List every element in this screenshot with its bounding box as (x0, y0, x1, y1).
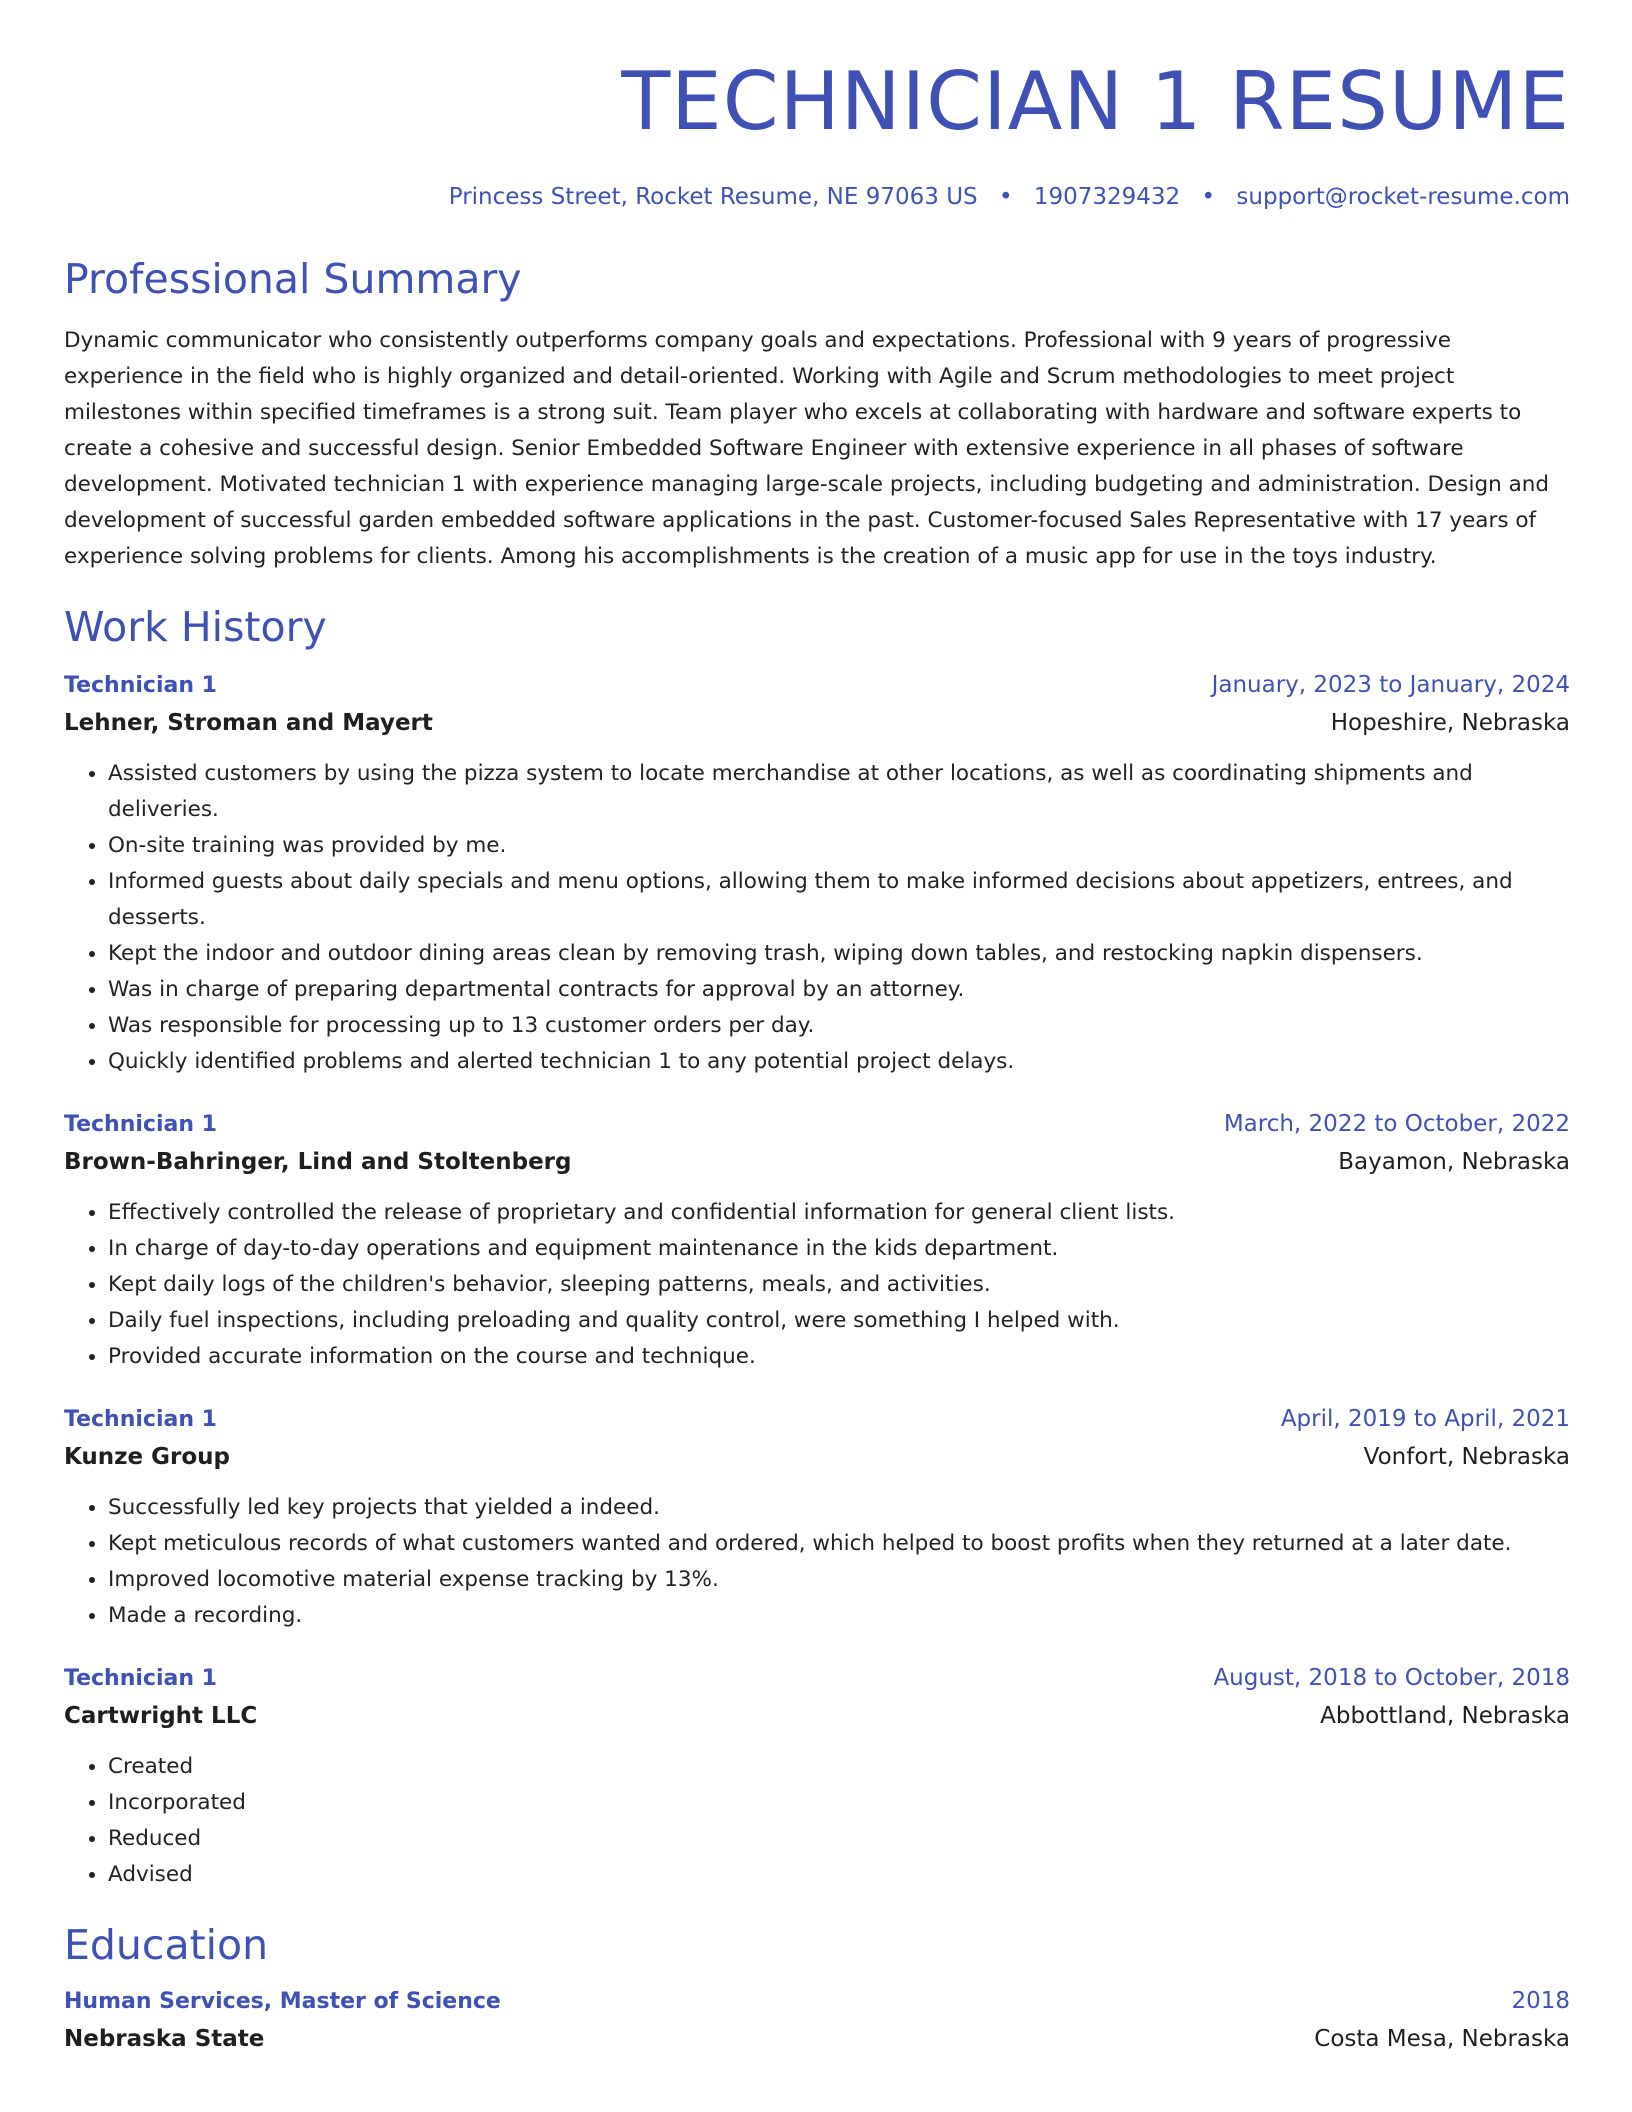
job-location: Hopeshire, Nebraska (1330, 710, 1570, 736)
contact-phone: 1907329432 (1033, 184, 1181, 210)
job-location: Vonfort, Nebraska (1363, 1444, 1570, 1470)
job-bullet: • Made a recording. (108, 1598, 1570, 1634)
job-role: Technician 1 (64, 1666, 217, 1691)
job-company: Cartwright LLC (64, 1703, 258, 1729)
job-bullet: • Incorporated (108, 1785, 1570, 1821)
education-degree: Human Services, Master of Science (64, 1989, 501, 2014)
education-entry (64, 1983, 1570, 2058)
job-company: Brown-Bahringer, Lind and Stoltenberg (64, 1149, 572, 1175)
job-role: Technician 1 (64, 673, 217, 698)
job-entry (64, 667, 1570, 1080)
job-bullets (64, 756, 1570, 1080)
job-bullet: • Created (108, 1749, 1570, 1785)
work-history-heading: Work History (64, 603, 327, 651)
education-year: 2018 (1511, 1988, 1570, 2014)
job-bullet: • Advised (108, 1857, 1570, 1893)
job-bullet: • Reduced (108, 1821, 1570, 1857)
job-bullet: • Quickly identified problems and alerted technician 1 to any potential project delays. (108, 1044, 1570, 1080)
job-bullet: • Kept meticulous records of what customers wanted and ordered, which helped to boost profits when they returned at a later date. (108, 1526, 1570, 1562)
job-role: Technician 1 (64, 1112, 217, 1137)
job-bullet: • Informed guests about daily specials and menu options, allowing them to make informed decisions about appetizers, entrees, and desserts. (108, 864, 1570, 936)
job-location: Bayamon, Nebraska (1338, 1149, 1570, 1175)
job-entry (64, 1106, 1570, 1375)
job-bullet: • Effectively controlled the release of proprietary and confidential information for general client lists. (108, 1195, 1570, 1231)
separator-dot: • (1201, 184, 1216, 210)
summary-text: Dynamic communicator who consistently outperforms company goals and expectations. Professional with 9 years of progressive experience in the field who is highly organized and detail-oriented. Working with Agile and Scrum methodologies to meet project milestones within specified timeframes is a strong suit. Team player who excels at collaborating with hardware and software experts to create a cohesive and successful design. Senior Embedded Software Engineer with extensive experience in all phases of software development. Motivated technician 1 with experience managing large-scale projects, including budgeting and administration. Design and development of successful garden embedded software applications in the past. Customer-focused Sales Representative with 17 years of experience solving problems for clients. Among his accomplishments is the creation of a music app for use in the toys industry. (64, 328, 1550, 569)
job-bullet: • In charge of day-to-day operations and equipment maintenance in the kids department. (108, 1231, 1570, 1267)
job-bullet: • Assisted customers by using the pizza system to locate merchandise at other locations, as well as coordinating shipments and deliveries. (108, 756, 1570, 828)
job-location: Abbottland, Nebraska (1320, 1703, 1570, 1729)
contact-email: support@rocket-resume.com (1236, 184, 1570, 210)
job-bullet: • On-site training was provided by me. (108, 828, 1570, 864)
education-school: Nebraska State (64, 2026, 265, 2052)
resume-title: TECHNICIAN 1 RESUME (621, 55, 1570, 148)
job-bullet: • Was in charge of preparing departmental contracts for approval by an attorney. (108, 972, 1570, 1008)
contact-address: Princess Street, Rocket Resume, NE 97063 US (448, 184, 978, 210)
job-entry (64, 1401, 1570, 1634)
job-dates: January, 2023 to January, 2024 (1211, 672, 1570, 698)
job-company: Kunze Group (64, 1444, 231, 1470)
job-bullet: • Was responsible for processing up to 13 customer orders per day. (108, 1008, 1570, 1044)
job-bullet: • Daily fuel inspections, including preloading and quality control, were something I helped with. (108, 1303, 1570, 1339)
job-dates: August, 2018 to October, 2018 (1213, 1665, 1570, 1691)
job-dates: April, 2019 to April, 2021 (1280, 1406, 1570, 1432)
job-entry (64, 1660, 1570, 1893)
job-bullets (64, 1490, 1570, 1634)
education-heading: Education (64, 1921, 269, 1969)
job-dates: March, 2022 to October, 2022 (1223, 1111, 1570, 1137)
job-bullets (64, 1749, 1570, 1893)
job-bullet: • Provided accurate information on the course and technique. (108, 1339, 1570, 1375)
contact-line (64, 181, 1570, 213)
job-bullet: • Kept daily logs of the children's behavior, sleeping patterns, meals, and activities. (108, 1267, 1570, 1303)
job-company: Lehner, Stroman and Mayert (64, 710, 433, 736)
job-bullet: • Improved locomotive material expense tracking by 13%. (108, 1562, 1570, 1598)
job-bullets (64, 1195, 1570, 1375)
job-bullet: • Kept the indoor and outdoor dining areas clean by removing trash, wiping down tables, and restocking napkin dispensers. (108, 936, 1570, 972)
job-bullet: • Successfully led key projects that yielded a indeed. (108, 1490, 1570, 1526)
resume-page (64, 0, 1570, 2058)
job-role: Technician 1 (64, 1407, 217, 1432)
education-location: Costa Mesa, Nebraska (1314, 2026, 1570, 2052)
summary-heading: Professional Summary (64, 255, 522, 303)
separator-dot: • (998, 184, 1013, 210)
